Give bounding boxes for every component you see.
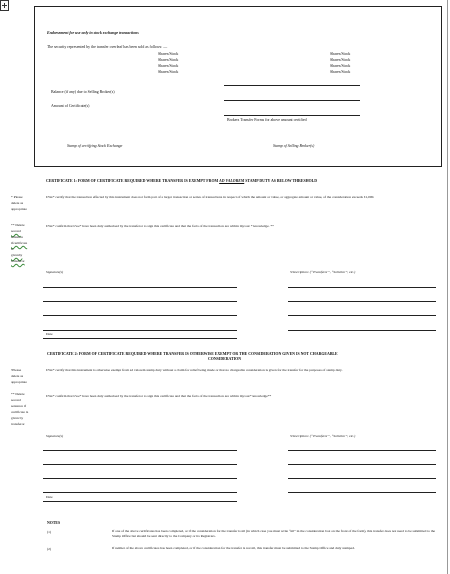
cert1-title-part: CERTIFICATE 1: FORM OF CERTIFICATE REQUIRED WHERE TRANSFER IS EXEMPT FROM <box>46 179 220 183</box>
description-line <box>288 330 436 331</box>
side-note-line: ** Delete <box>11 392 25 396</box>
endorsement-title: Endorsement for use only in stock exchange transactions <box>47 31 139 35</box>
side-note-line: sentence if <box>11 404 27 408</box>
endorsement-sold-text: The security represented by the transfer overleaf has been sold as follows: — <box>47 45 168 49</box>
side-note-line: given by <box>11 416 24 420</box>
side-note-line: certificate is <box>11 410 29 414</box>
side-note-line: appropriate <box>11 207 27 211</box>
cert2-date-label: Date <box>46 495 53 499</box>
shares-label: Shares/Stock <box>158 58 179 62</box>
shares-label: Shares/Stock <box>158 70 179 74</box>
endorsement-line <box>224 115 360 116</box>
cert2-signatures-label: Signature(s) <box>46 434 64 438</box>
cert2-para2: I/We* confirm that I/we* have been duly authorised by the transferor to sign this certificate and that the facts of the transaction are within my/our* knowledge** <box>46 394 272 398</box>
shares-label: Shares/Stock <box>158 64 179 68</box>
amount-label: Amount of Certificate(s) <box>51 104 90 108</box>
side-note-line: appropriate <box>11 380 27 384</box>
side-note-line: ** Delete <box>11 223 25 227</box>
endorsement-line <box>224 100 360 101</box>
cert2-title: CERTIFICATE 2: FORM OF CERTIFICATE REQUIRED WHERE TRANSFER IS OTHERWISE EXEMPT OR THE CONSIDERATION GIVEN IS NOT CHARGEABLE <box>47 352 338 356</box>
page-edge <box>447 0 448 574</box>
cert1-date-label: Date <box>46 332 53 336</box>
side-note-line: second <box>11 398 21 402</box>
signature-line <box>43 301 237 302</box>
note-2-text: If neither of the above certificates has been completed, or if the consideration for the transfer is not nil, this transfer must be submitted to the Stamp Office and duly stamped. <box>112 546 355 550</box>
side-note-line: transferor <box>11 259 25 263</box>
stamp-exchange-label: Stamp of certifying Stock Exchange <box>67 144 123 148</box>
description-line <box>288 450 436 451</box>
signature-line <box>43 464 237 465</box>
signature-line <box>43 315 237 316</box>
cert1-title-advalorem: AD VALOREM <box>219 179 245 183</box>
description-line <box>288 315 436 316</box>
side-note-line: * Please <box>11 195 23 199</box>
cert1-para2: I/We* confirm that I/we* have been duly authorised by the transferor to sign this certificate and that the facts of the transaction are within my/our * knowledge. ** <box>46 224 274 228</box>
side-note-line: is <box>11 247 14 251</box>
stamp-broker-label: Stamp of Selling Broker(s) <box>273 144 315 148</box>
cert1-title-part: STAMP DUTY AS BELOW THRESHOLD <box>244 179 318 183</box>
note-1-text: If one of the above certificates has been completed, or if the consideration for the transfer is nil (in which case you must write “nil” in the consideration box on the front of the form), this transfer does not need to be submitted to the Stamp Office but should be sent directly to the Company or its Registrars. <box>112 529 436 538</box>
side-note-line: second <box>11 229 21 233</box>
cert2-para1: I/We* certify that this instrument is otherwise exempt from ad valorem stamp duty without a claim for relief being made or that no chargeable consideration is given for the transfer for the purposes of stamp duty. <box>46 368 343 372</box>
notes-title: NOTES <box>47 521 61 525</box>
cert1-signatures-label: Signature(s) <box>46 270 64 274</box>
signature-line <box>43 492 237 493</box>
shares-label: Shares/Stock <box>330 64 351 68</box>
cert1-para1: I/We* certify that the transaction effected by this instrument does not form part of a larger transaction or series of transactions in respect of which the amount or value, or aggregate amount or value, of the consideration exceeds £1,000. <box>46 195 375 199</box>
broker-forms-label: Brokers Transfer Forms for above amount certified <box>227 118 307 122</box>
balance-label: Balance (if any) due to Selling Broker(s) <box>51 90 115 94</box>
note-number: (1) <box>47 530 52 534</box>
description-line <box>288 492 436 493</box>
shares-label: Shares/Stock <box>330 58 351 62</box>
date-line <box>43 501 237 502</box>
cert2-title-line2: CONSIDERATION <box>208 357 242 361</box>
shares-label: Shares/Stock <box>330 70 351 74</box>
signature-line <box>43 478 237 479</box>
note-number: (2) <box>47 547 52 551</box>
side-note-line: sentence <box>11 235 24 239</box>
move-handle-icon[interactable] <box>0 0 9 11</box>
description-line <box>288 478 436 479</box>
shares-label: Shares/Stock <box>158 52 179 56</box>
description-line <box>288 287 436 288</box>
side-note-line: ifcertificate <box>11 241 28 245</box>
side-note-line: delete as <box>11 201 24 205</box>
date-line <box>43 338 237 339</box>
signature-line <box>43 450 237 451</box>
description-line <box>288 464 436 465</box>
side-note-line: givenby <box>11 253 23 257</box>
cert2-description-label: •Description: (“Transferor”, “Solicitor”, etc.) <box>290 434 356 438</box>
shares-label: Shares/Stock <box>330 52 351 56</box>
signature-line <box>43 330 237 331</box>
side-note-line: transferor <box>11 422 25 426</box>
side-note-line: •Please <box>11 368 22 372</box>
description-line <box>288 301 436 302</box>
side-note-line: delete as <box>11 374 24 378</box>
signature-line <box>43 287 237 288</box>
cert1-title <box>46 180 317 184</box>
endorsement-line <box>224 85 360 86</box>
cert1-description-label: •Description: (“Transferor”, “Solicitor”, etc.) <box>290 270 356 274</box>
